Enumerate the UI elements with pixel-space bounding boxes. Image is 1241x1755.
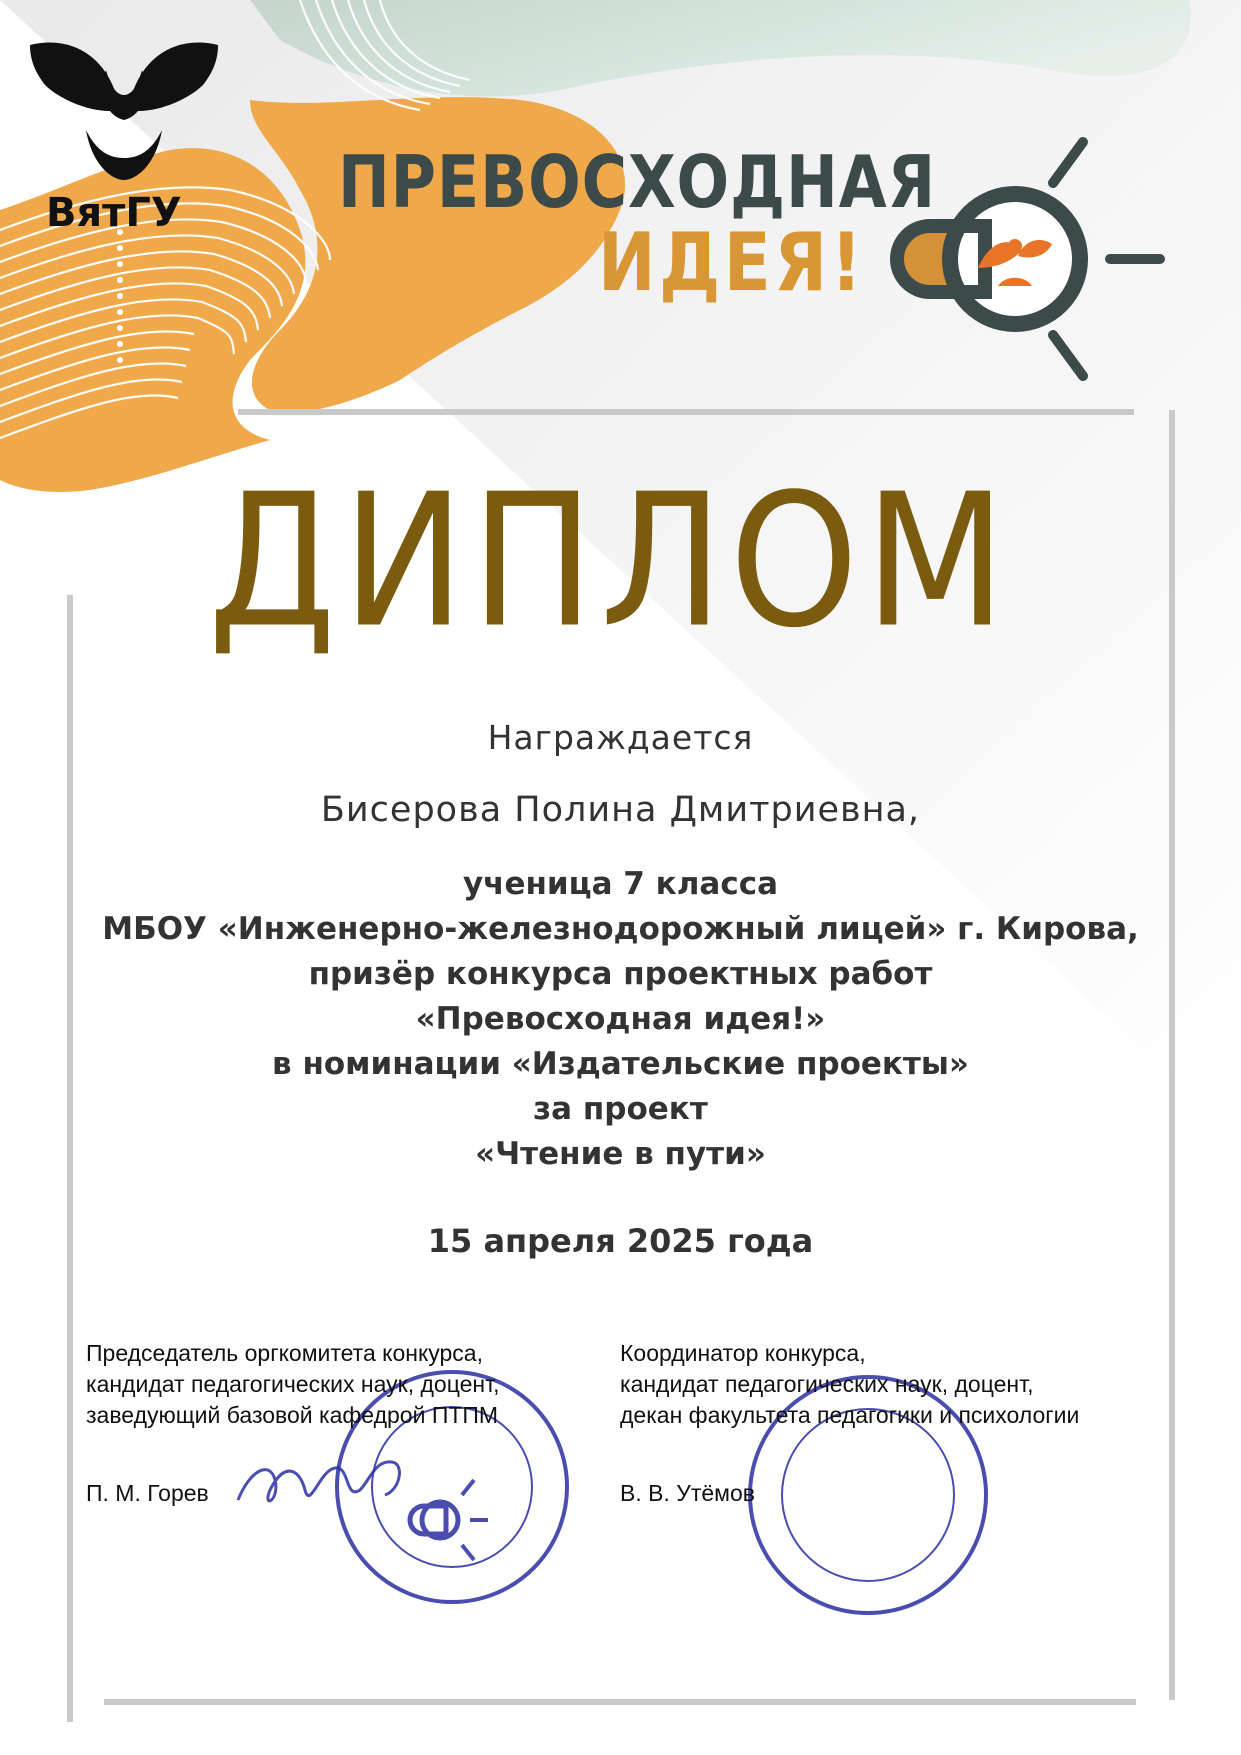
award-date: 15 апреля 2025 года bbox=[427, 1222, 814, 1260]
description-line: «Превосходная идея!» bbox=[415, 1001, 826, 1037]
signatory-line: кандидат педагогических наук, доцент, bbox=[620, 1371, 1034, 1397]
description-line: за проект bbox=[533, 1091, 708, 1127]
recipient-name: Бисерова Полина Дмитриевна, bbox=[320, 790, 921, 830]
description-line: МБОУ «Инженерно-железнодорожный лицей» г. Кирова, bbox=[102, 911, 1139, 947]
signatory-line: заведующий базовой кафедрой ПТПМ bbox=[86, 1402, 499, 1428]
left-signatory-name: П. М. Горев bbox=[86, 1480, 209, 1506]
award-description bbox=[0, 862, 1241, 1177]
right-signatory-title bbox=[620, 1338, 1079, 1431]
signatory-line: декан факультета педагогики и психологии bbox=[620, 1402, 1080, 1428]
signatory-line: Председатель оргкомитета конкурса, bbox=[86, 1340, 483, 1366]
signature-left bbox=[238, 1462, 399, 1501]
awarded-label: Награждается bbox=[487, 718, 754, 757]
vyatgu-logo-text: ВятГУ bbox=[46, 190, 182, 236]
contest-brand-line1: ПРЕВОСХОДНАЯ bbox=[338, 140, 937, 224]
description-line: «Чтение в пути» bbox=[475, 1136, 766, 1172]
description-line: в номинации «Издательские проекты» bbox=[272, 1046, 969, 1082]
description-line: ученица 7 класса bbox=[462, 866, 779, 902]
description-line: призёр конкурса проектных работ bbox=[308, 956, 933, 992]
contest-brand-line2: ИДЕЯ! bbox=[598, 216, 866, 309]
signatory-line: кандидат педагогических наук, доцент, bbox=[86, 1371, 500, 1397]
right-signatory-name: В. В. Утёмов bbox=[620, 1480, 756, 1506]
left-signatory-title bbox=[86, 1338, 499, 1431]
diploma-title: ДИПЛОМ bbox=[207, 454, 1013, 669]
signatory-line: Координатор конкурса, bbox=[620, 1340, 866, 1366]
